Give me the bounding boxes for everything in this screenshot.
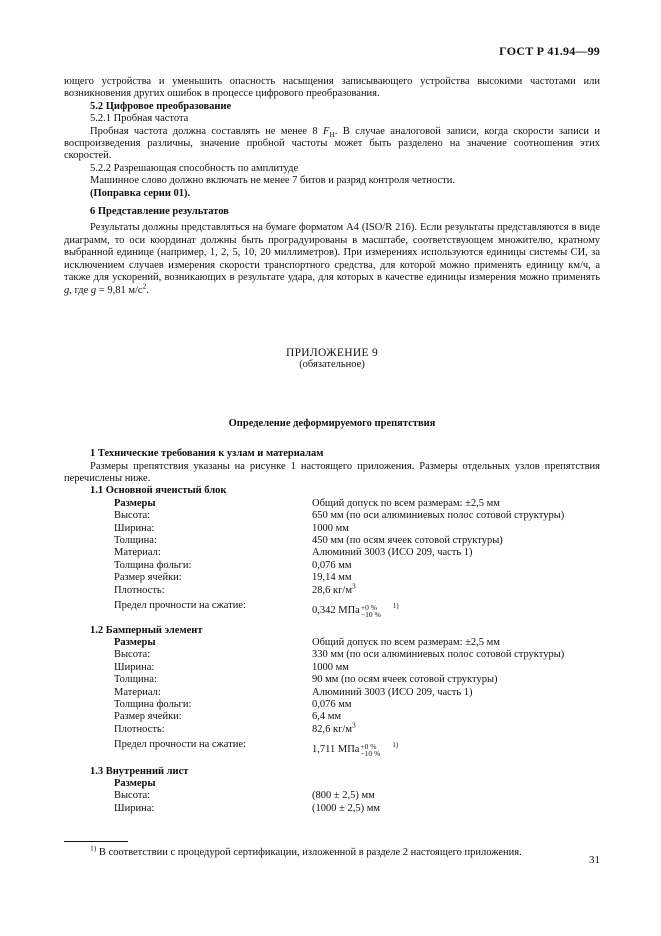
document-body: [64, 76, 600, 860]
spec-row: [64, 803, 600, 815]
section-6-heading: 6 Представление результатов: [90, 206, 229, 218]
footnote: $^{1)}$ В соответствии с процедурой сертификации, изложенной в разделе 2 настоящего приложения.: [90, 843, 522, 859]
spec-row: Предел прочности на сжатие: 0,342 МПа +0 % −10 % $^{1)}$: [114, 600, 399, 619]
spec-label: Размер ячейки:: [114, 711, 182, 723]
paragraph-intro: ющего устройства и уменьшить опасность насыщения записывающего устройства высокими частотами или возникновения других ошибок в процессе цифрового преобразования.: [64, 76, 600, 100]
spec-row: [64, 790, 600, 802]
spec-value: 1000 мм: [312, 661, 349, 673]
spec-label: Высота:: [114, 649, 151, 661]
spec-row: [64, 674, 600, 686]
spec-label: Толщина:: [114, 674, 157, 686]
page-number: 31: [589, 854, 600, 866]
spec-label: Материал:: [114, 686, 161, 698]
spec-label: Толщина фольги:: [114, 698, 192, 710]
paragraph-1: Размеры препятствия указаны на рисунке 1 настоящего приложения. Размеры отдельных узлов препятствия перечислены ниже.: [64, 460, 600, 484]
spec-value: 330 мм (по оси алюминиевых полос сотовой структуры): [312, 649, 565, 661]
appendix-heading: [64, 347, 600, 372]
spec-row: [64, 523, 600, 535]
spec-value: Алюминий 3003 (ИСО 209, часть 1): [312, 686, 473, 698]
spec-row: Размеры: [114, 778, 156, 790]
spec-label: Ширина:: [114, 522, 155, 534]
amendment-note: (Поправка серии 01).: [90, 187, 191, 199]
spec-value: 0,076 мм: [312, 698, 352, 710]
spec-label: Высота:: [114, 510, 151, 522]
spec-row: Предел прочности на сжатие: 1,711 МПа +0 % −10 % $^{1)}$: [114, 739, 399, 759]
spec-value: (1000 ± 2,5) мм: [312, 802, 381, 814]
spec-row: Размеры Общий допуск по всем размерам: ±2,5 мм: [114, 636, 500, 648]
paragraph-6: Результаты должны представляться на бумаге форматом А4 (ISO/R 216). Если результаты представляются в виде диаграмм, то оси координат должны быть проградуированы в масштабе, соответствующем множителю, кратному выбранной единице (например, 1, 2, 5, 10, 20 миллиметров). При измерениях используются единицы системы СИ, за исключением случаев измерения скорости транспортного средства, для которой можно применять единицу км/ч, а также для ускорений, возникающих в результате удара, для которых в качестве единицы измерения можно применять g, где g = 9,81 $м/с^2$.: [64, 222, 600, 296]
spec-label: Высота:: [114, 790, 151, 802]
spec-value: (800 ± 2,5) мм: [312, 790, 375, 802]
appendix-subtitle: (обязательное): [299, 359, 365, 371]
appendix-title: ПРИЛОЖЕНИЕ 9: [285, 346, 378, 359]
spec-value: 0,076 мм: [312, 559, 352, 571]
section-5-2-1-heading: 5.2.1 Пробная частота: [90, 113, 189, 125]
spec-value: Алюминий 3003 (ИСО 209, часть 1): [312, 547, 473, 559]
spec-row: Размеры Общий допуск по всем размерам: ±2,5 мм: [114, 497, 500, 509]
spec-row: [64, 649, 600, 661]
spec-label: Толщина:: [114, 534, 157, 546]
spec-row: [64, 662, 600, 674]
spec-row: [64, 560, 600, 572]
spec-value: 450 мм (по осям ячеек сотовой структуры): [312, 534, 503, 546]
spec-row: Плотность: 28,6 $кг/м^3$: [114, 581, 356, 596]
section-5-2-heading: 5.2 Цифровое преобразование: [90, 100, 232, 112]
section-5-2-2-heading: 5.2.2 Разрешающая способность по амплитуде: [90, 162, 299, 174]
spec-rows-block2: [64, 649, 600, 723]
tolerance: +0 % −10 %: [360, 741, 381, 759]
spec-value: 90 мм (по осям ячеек сотовой структуры): [312, 674, 498, 686]
tolerance: +0 % −10 %: [360, 602, 381, 619]
section-1-1-heading: 1.1 Основной ячеистый блок: [90, 485, 227, 497]
spec-value: 19,14 мм: [312, 572, 352, 584]
spec-label: Материал:: [114, 547, 161, 559]
spec-rows-block3: [64, 790, 600, 815]
paragraph-5-2-1: Пробная частота должна составлять не менее 8 $F_H$. В случае аналоговой записи, когда скорости записи и воспроизведения различны, значение пробной частоты может быть разделено на значение соотношения этих скоростей.: [64, 125, 600, 162]
footnote-divider: [64, 841, 128, 842]
spec-row: [64, 687, 600, 699]
spec-row: [64, 535, 600, 547]
spec-row: [64, 572, 600, 584]
spec-label: Толщина фольги:: [114, 559, 192, 571]
document-header: ГОСТ Р 41.94—99: [499, 44, 600, 58]
spec-row: [64, 547, 600, 559]
spec-value: 6,4 мм: [312, 711, 342, 723]
spec-value: 1000 мм: [312, 522, 349, 534]
section-1-3-heading: 1.3 Внутренний лист: [90, 765, 189, 777]
document-title: Определение деформируемого препятствия: [228, 417, 436, 429]
spec-value: 650 мм (по оси алюминиевых полос сотовой структуры): [312, 510, 565, 522]
spec-label: Ширина:: [114, 802, 155, 814]
paragraph-5-2-2: Машинное слово должно включать не менее 7 битов и разряд контроля четности.: [90, 175, 455, 187]
section-1-2-heading: 1.2 Бамперный элемент: [90, 624, 203, 636]
section-1-heading: 1 Технические требования к узлам и материалам: [90, 448, 324, 460]
spec-rows-block1: [64, 510, 600, 584]
document-page: [64, 0, 600, 936]
spec-row: [64, 711, 600, 723]
spec-label: Размер ячейки:: [114, 572, 182, 584]
spec-row: [64, 699, 600, 711]
spec-label: Ширина:: [114, 661, 155, 673]
spec-row: Плотность: 82,6 $кг/м^3$: [114, 720, 356, 735]
spec-row: [64, 510, 600, 522]
